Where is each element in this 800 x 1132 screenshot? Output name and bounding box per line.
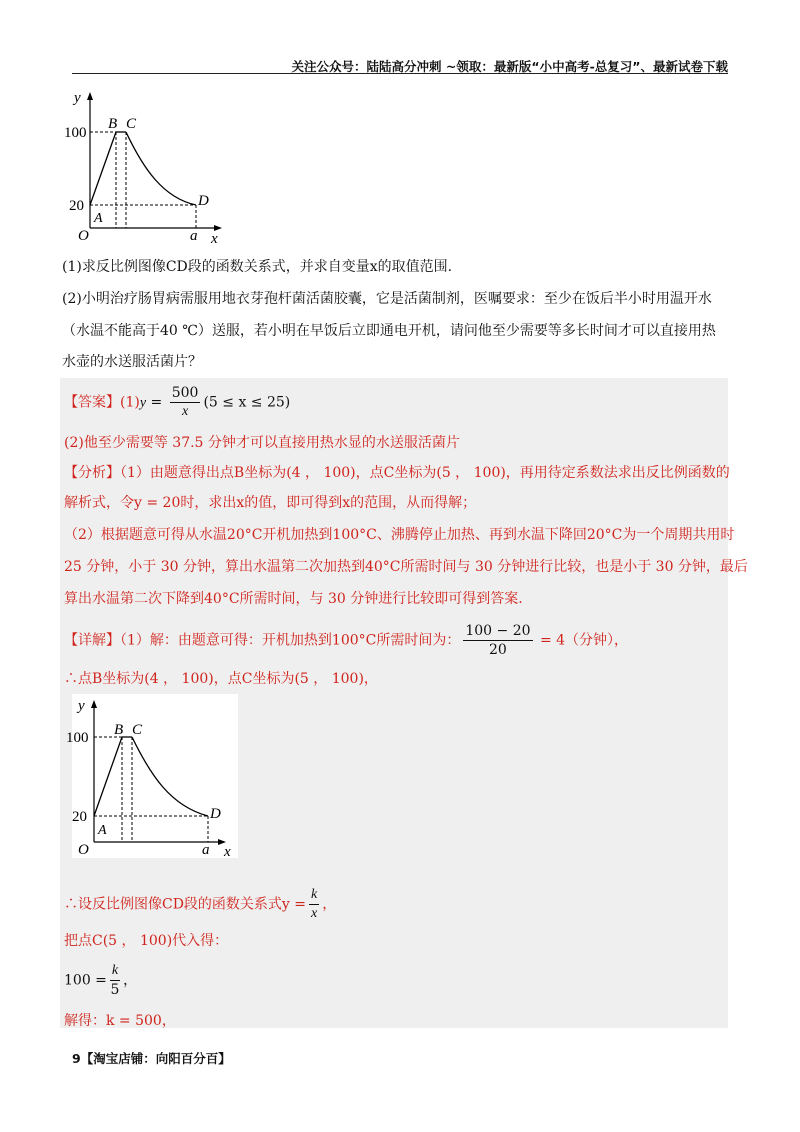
answer-line-2: (2)他至少需要等 37.5 分钟才可以直接用热水显的水送服活菌片 [64,435,460,451]
detail-line-3 [64,886,336,923]
detail-1-num: 100 − 20 [465,623,531,639]
detail-3-num: k [309,886,319,905]
analysis-line-2: 解析式，令y = 20时，求出x的值，即可得到x的范围，从而得解； [64,495,477,511]
analysis-line-1 [64,462,730,482]
detail-line-5 [64,962,137,999]
graph-top [64,88,238,247]
detail-5-fraction [110,962,120,999]
page-footer: 9【淘宝店铺：向阳百分百】 [72,1051,231,1066]
detail-line-4: 把点C(5 ， 100)代入得： [64,933,229,949]
answer-1-den: x [181,404,189,419]
graph-tick-20: 20 [69,198,84,214]
detail-5-end: ， [123,972,138,989]
analysis-line-3: （2）根据题意可得从水温20°C开机加热到100°C、沸腾停止加热、再到水温下降回20°C为一个周期共用时 [64,527,735,543]
detail-line-1 [64,622,628,659]
graph2-point-c: C [132,722,143,738]
graph-tick-100: 100 [64,125,87,141]
graph-point-d: D [198,193,209,209]
detail-3-text: ∴设反比例图像CD段的函数关系式y = [64,896,307,913]
answer-1-eq: = [146,394,167,411]
graph2-point-a: A [98,823,107,838]
answer-line-1 [64,384,290,421]
graph-point-a: A [94,211,103,226]
detail-label: 【详解】 [64,632,120,649]
header-rule [72,73,728,74]
graph2-point-b: B [114,722,124,738]
graph-point-b: B [108,116,118,132]
analysis-label: 【分析】 [64,465,120,481]
graph-tick-a: a [190,228,198,244]
graph-bottom [66,694,238,860]
answer-1-range: (5 ≤ x ≤ 25) [203,394,291,411]
graph2-y-label: y [78,698,85,714]
detail-5-num: k [110,962,120,981]
answer-1-num: 500 [171,385,199,401]
detail-3-end: ， [322,896,337,913]
graph2-x-label: x [224,844,231,860]
graph-bottom-svg [66,694,238,860]
answer-label: 【答案】 [64,394,120,411]
question-1: (1)求反比例图像CD段的函数关系式，并求自变量x的取值范围. [62,259,453,275]
analysis-line-5: 算出水温第二次下降到40°C所需时间，与 30 分钟进行比较即可得到答案. [64,591,523,607]
detail-5-left: 100 = [64,972,107,989]
question-2-line-2: （水温不能高于40 ℃）送服，若小明在早饭后立即通电开机，请问他至少需要等多长时间才可以直接用热 [62,323,716,339]
detail-1-fraction [463,622,532,659]
page-header: 关注公众号：陆陆高分冲刺 ~领取：最新版“小中高考-总复习”、最新试卷下载 [291,59,728,74]
question-2-line-3: 水壶的水送服活菌片？ [62,354,202,370]
graph-origin: O [78,228,89,244]
graph2-origin: O [78,842,89,858]
graph2-tick-100: 100 [66,730,89,746]
detail-3-den: x [311,906,318,921]
graph2-point-d: D [210,806,221,822]
detail-1-den: 20 [489,642,507,658]
graph-top-svg [64,88,238,247]
detail-line-6: 解得：k = 500， [64,1013,176,1029]
detail-3-fraction [309,886,319,923]
analysis-text-1: （1）由题意得出点B坐标为(4 ， 100)，点C坐标为(5 ， 100)，再用待定系数法求出反比例函数的 [120,465,730,481]
graph-x-label: x [211,231,218,247]
answer-1-y: y [139,395,147,411]
graph-point-c: C [126,116,137,132]
detail-1-text: （1）解：由题意可得：开机加热到100°C所需时间为： [120,632,461,649]
answer-1-prefix: (1) [120,394,140,411]
analysis-line-4: 25 分钟，小于 30 分钟，算出水温第二次加热到40°C所需时间与 30 分钟进行比较，也是小于 30 分钟，最后 [64,559,748,575]
graph-y-label: y [74,90,81,106]
answer-1-fraction [170,384,201,421]
detail-line-2: ∴点B坐标为(4 ， 100)，点C坐标为(5 ， 100)， [64,671,378,687]
detail-5-den: 5 [110,982,120,998]
question-2-line-1: (2)小明治疗肠胃病需服用地衣芽孢杆菌活菌胶囊，它是活菌制剂，医嘱要求：至少在饭后半小时用温开水 [62,291,712,307]
detail-1-result: = 4（分钟）， [535,632,629,649]
graph2-tick-20: 20 [72,809,87,825]
graph2-tick-a: a [202,842,210,858]
